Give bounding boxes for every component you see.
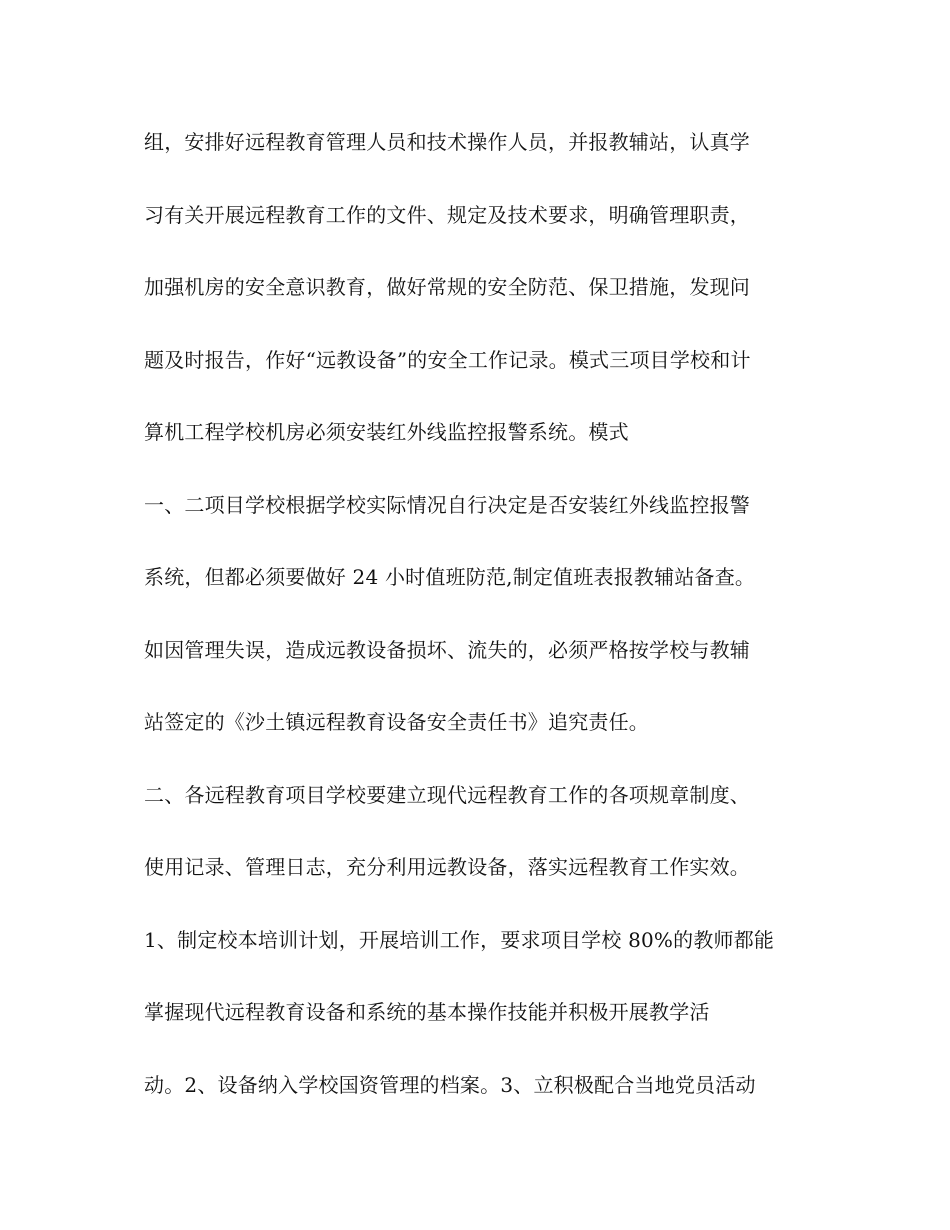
text-line: 如因管理失误，造成远教设备损坏、流失的，必须严格按学校与教辅 bbox=[144, 637, 750, 662]
text-line: 动。2、设备纳入学校国资管理的档案。3、立积极配合当地党员活动 bbox=[144, 1072, 756, 1097]
text-line: 二、各远程教育项目学校要建立现代远程教育工作的各项规章制度、 bbox=[144, 782, 750, 807]
text-line: 掌握现代远程教育设备和系统的基本操作技能并积极开展教学活 bbox=[144, 1000, 710, 1024]
text-line: 组，安排好远程教育管理人员和技术操作人员，并报教辅站，认真学 bbox=[144, 130, 750, 154]
text-line: 一、二项目学校根据学校实际情况自行决定是否安装红外线监控报警 bbox=[144, 492, 750, 517]
text-line: 站签定的《沙土镇远程教育设备安全责任书》追究责任。 bbox=[144, 710, 649, 734]
text-line: 加强机房的安全意识教育，做好常规的安全防范、保卫措施，发现问 bbox=[144, 275, 750, 299]
text-line: 系统，但都必须要做好 24 小时值班防范,制定值班表报教辅站备查。 bbox=[144, 565, 756, 589]
document-body bbox=[144, 120, 824, 1135]
text-line: 1、制定校本培训计划，开展培训工作，要求项目学校 80%的教师都能 bbox=[144, 927, 775, 952]
text-line: 习有关开展远程教育工作的文件、规定及技术要求，明确管理职责， bbox=[144, 202, 750, 227]
text-line: 算机工程学校机房必须安装红外线监控报警系统。模式 bbox=[144, 420, 629, 444]
text-line: 使用记录、管理日志，充分利用远教设备，落实远程教育工作实效。 bbox=[144, 855, 750, 879]
text-line: 题及时报告，作好“远教设备”的安全工作记录。模式三项目学校和计 bbox=[144, 347, 751, 372]
